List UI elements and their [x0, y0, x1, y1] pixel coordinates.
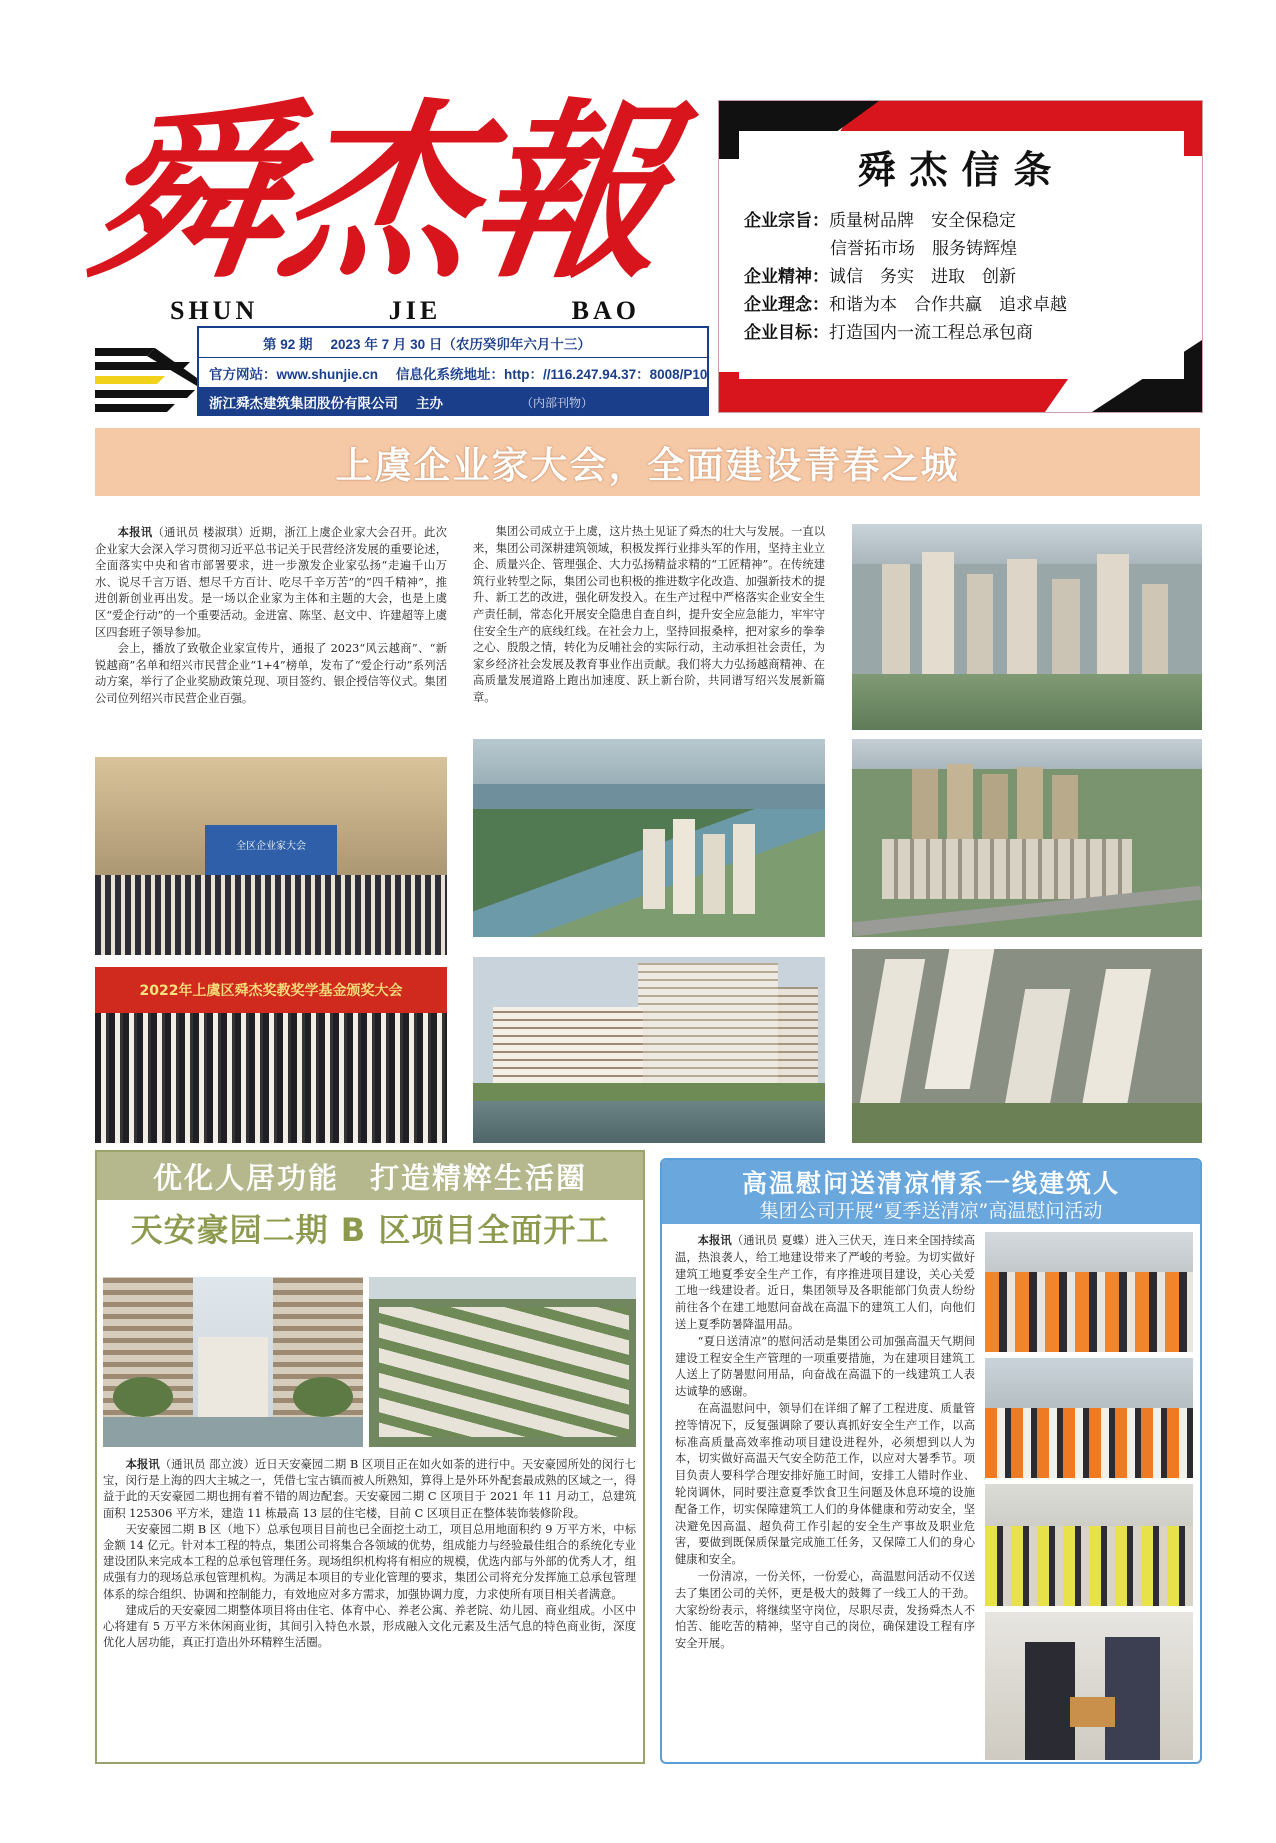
issue-info-box	[197, 326, 709, 416]
photo-aerial-city	[852, 524, 1202, 730]
publisher-name: 浙江舜杰建筑集团股份有限公司	[209, 396, 398, 411]
article2-headline-1: 优化人居功能 打造精粹生活圈	[97, 1152, 643, 1200]
creed-line: 企业理念：和谐为本 合作共赢 追求卓越	[744, 295, 1067, 315]
masthead-char-bao: 報	[459, 81, 681, 304]
article-paragraph: 近日天安豪园二期 B 区项目正在如火如荼的进行中。天安豪园所处的闵行七宝，闵行是上海的四大主城之一，凭借七宝古镇而被人所熟知，算得上是外环外配套最成熟的区域之一，得益于此的天安豪园二期也拥有着不错的周边配套。天安豪园二期 C 区项目于 2021 年 11 月动工，总建筑面积 125306 平方米，建造 11 栋最高 13 层的住宅楼，目前 C 区项目正在整体装饰装修阶段。	[103, 1458, 636, 1520]
photo-aerial-towers	[852, 949, 1202, 1143]
internal-notice: （内部刊物）	[521, 395, 594, 410]
photo-workers-site-1	[985, 1232, 1193, 1352]
byline-reporter: （通讯员 邵立波）	[159, 1458, 255, 1471]
article3-subtitle: 集团公司开展“夏季送清凉”高温慰问活动	[759, 1200, 1103, 1222]
byline-reporter: （通讯员 楼淑琪）	[152, 526, 250, 539]
creed-line: 信誉拓市场 服务铸辉煌	[830, 239, 1017, 259]
award-banner-text: 2022年上虞区舜杰奖教奖学基金颁奖大会	[139, 983, 403, 999]
issue-date: 2023 年 7 月 30 日（农历癸卯年六月十三）	[330, 336, 591, 352]
publisher-row	[199, 388, 707, 416]
issue-number: 第 92 期	[263, 336, 313, 352]
photo-workers-site-3	[985, 1484, 1193, 1606]
website-row	[199, 358, 707, 388]
creed-line: 企业宗旨：质量树品牌 安全保稳定	[744, 211, 1016, 231]
byline-lead: 本报讯	[125, 1457, 160, 1471]
article-paragraph: 近期，浙江上虞企业家大会召开。此次企业家大会深入学习贯彻习近平总书记关于民营经济发展的重要论述，全面落实中央和省市部署要求，进一步激发企业家弘扬“走遍千山万水、说尽千言万语、想尽千方百计、吃尽千辛万苦”的“四千精神”，推进创新创业再出发。是一场以企业家为主体和主题的大会，也是上虞区“爱企行动”的一个重要活动。金进富、陈坚、赵文中、许建超等上虞区四套班子领导参加。	[95, 526, 447, 639]
masthead-char-shun: 舜	[79, 81, 301, 304]
headline-banner	[95, 428, 1200, 496]
photo-conference-hall	[95, 757, 447, 955]
byline-lead: 本报讯	[697, 1233, 732, 1247]
company-logo-icon	[95, 338, 197, 418]
headline-text: 上虞企业家大会，全面建设青春之城	[335, 444, 960, 487]
article-paragraph: 会上，播放了致敬企业家宣传片，通报了 2023“风云越商”、“新锐越商”名单和绍兴市民营企业“1+4”榜单，发布了“爱企行动”系列活动方案，举行了企业奖励政策兑现、项目签约、银企授信等仪式。集团公司位列绍兴市民营企业百强。	[95, 642, 447, 705]
publisher-host: 主办	[416, 396, 443, 411]
article1-column-2	[473, 524, 825, 732]
article-paragraph: 建成后的天安豪园二期整体项目将由住宅、体育中心、养老公寓、养老院、幼儿园、商业组成。小区中心将建有 5 万平方米休闲商业街，其间引入特色水景，形成融入文化元素及生活气息的特色商业街，深度优化人居功能，真正打造出外环精粹生活圈。	[103, 1603, 636, 1650]
article3-body	[675, 1232, 975, 1756]
byline-lead: 本报讯	[117, 525, 153, 539]
stage-screen-text: 全区企业家大会	[236, 841, 306, 852]
creed-panel	[718, 100, 1203, 413]
article2-headline-2: 天安豪园二期 B 区项目全面开工	[130, 1211, 610, 1249]
article3-title: 高温慰问送清凉情系一线建筑人	[741, 1169, 1120, 1198]
issue-row	[199, 328, 707, 358]
article-paragraph: 一份清凉，一份关怀，一份爱心，高温慰问活动不仅送去了集团公司的关怀，更是极大的鼓舞了一线工人的干劲。大家纷纷表示，将继续坚守岗位，尽职尽责，发扬舜杰人不怕苦、能吃苦的精神，坚守自己的岗位，确保建设工程有序安全开展。	[675, 1569, 975, 1651]
pinyin-shun: SHUN	[170, 296, 259, 325]
info-system-label: 信息化系统地址：	[396, 366, 505, 382]
creed-line: 企业精神：诚信 务实 进取 创新	[744, 267, 1016, 287]
article2-body	[103, 1456, 636, 1756]
article-paragraph: 集团公司成立于上虞，这片热土见证了舜杰的壮大与发展。一直以来，集团公司深耕建筑领域，积极发挥行业排头军的作用，坚持主业立企、质量兴企、管理强企、大力弘扬精益求精的“工匠精神”。在传统建筑行业转型之际，集团公司也积极的推进数字化改造、加强新技术的提升、新工艺的改进，强化研发投入。在生产过程中严格落实企业安全生产责任制，常态化开展安全隐患自查自纠，提升安全应急能力，牢牢守住安全生产的底线红线。在社会力上，坚持回报桑梓，把对家乡的拳拳之心、殷殷之情，转化为反哺社会的实际行动，主动承担社会责任，为家乡经济社会发展及教育事业作出贡献。我们将大力弘扬越商精神、在高质量发展道路上跑出加速度、跃上新台阶，共同谱写绍兴发展新篇章。	[473, 525, 825, 704]
creed-title: 舜杰信条	[857, 147, 1066, 192]
masthead-pinyin	[170, 296, 640, 326]
masthead-char-jie: 杰	[269, 81, 491, 304]
creed-line: 企业目标：打造国内一流工程总承包商	[744, 323, 1033, 343]
pinyin-bao: BAO	[571, 296, 640, 325]
article-paragraph: 在高温慰问中，领导们在详细了解了工程进度、质量管控等情况下，反复强调除了要认真抓好安全生产工作，以高标准高质量高效率推动项目建设进程外，必须想到以人为本，切实做好高温天气安全防范工作，以应对大暑季节。项目负责人要科学合理安排好施工时间，安排工人错时作业、轮岗调休，同时要注意夏季饮食卫生问题及休息环境的设施配备工作，切实保障建筑工人们的身体健康和劳动安全，坚决避免因高温、超负荷工作引起的安全生产事故及职业危害，要做到既保质保量完成施工任务，又保障工人们的身心健康和安全。	[675, 1401, 975, 1567]
article-paragraph: 天安豪园二期 B 区（地下）总承包项目目前也已全面挖土动工，项目总用地面积约 9 万平方米，中标金额 14 亿元。针对本工程的特点，集团公司将集合各领域的优势，组成能力与经验最佳组合的系统化专业建设团队来完成本工程的总承包管理任务。现场组织机构将有相应的规模，优选内部与外部的优秀人才，组成强有力的现场总承包管理机构。为满足本项目的专业化管理的要求，集团公司将充分发挥施工总承包管理体系的综合组织、协调和控制能力，有效地应对多方需求，加强协调力度，力求使所有项目相关者满意。	[103, 1522, 636, 1601]
article-paragraph: 进入三伏天，连日来全国持续高温，热浪袭人，给工地建设带来了严峻的考验。为切实做好建筑工地夏季安全生产工作，有序推进项目建设，关心关爱工地一线建设者。近日，集团领导及各职能部门负责人纷纷前往各个在建工地慰问奋战在高温下的建筑工人们，向他们送上夏季防暑降温用品。	[675, 1234, 975, 1331]
photo-residential-lake	[473, 957, 825, 1143]
creed-content	[739, 131, 1184, 379]
byline-reporter: （通讯员 夏蝶）	[731, 1234, 816, 1247]
masthead-title	[79, 78, 681, 308]
photo-rendering-street	[103, 1277, 363, 1447]
photo-rendering-aerial	[369, 1277, 636, 1447]
photo-aerial-river	[473, 739, 825, 937]
article3-header	[662, 1160, 1200, 1224]
pinyin-jie: JIE	[388, 296, 442, 325]
info-system-link[interactable]: http：//116.247.94.37：8008/P10	[504, 366, 708, 382]
website-link[interactable]: www.shunjie.cn	[276, 366, 379, 382]
website-label: 官方网站：	[209, 366, 277, 382]
photo-leader-gift	[985, 1612, 1193, 1760]
photo-award-group	[95, 967, 447, 1143]
photo-aerial-residential	[852, 739, 1202, 937]
article1-column-1	[95, 524, 447, 729]
photo-workers-site-2	[985, 1358, 1193, 1478]
article-paragraph: “夏日送清凉”的慰问活动是集团公司加强高温天气期间建设工程安全生产管理的一项重要措施，为在建项目建筑工人送上了防暑慰问用品，向奋战在高温下的一线建筑工人表达诚挚的感谢。	[675, 1334, 975, 1399]
